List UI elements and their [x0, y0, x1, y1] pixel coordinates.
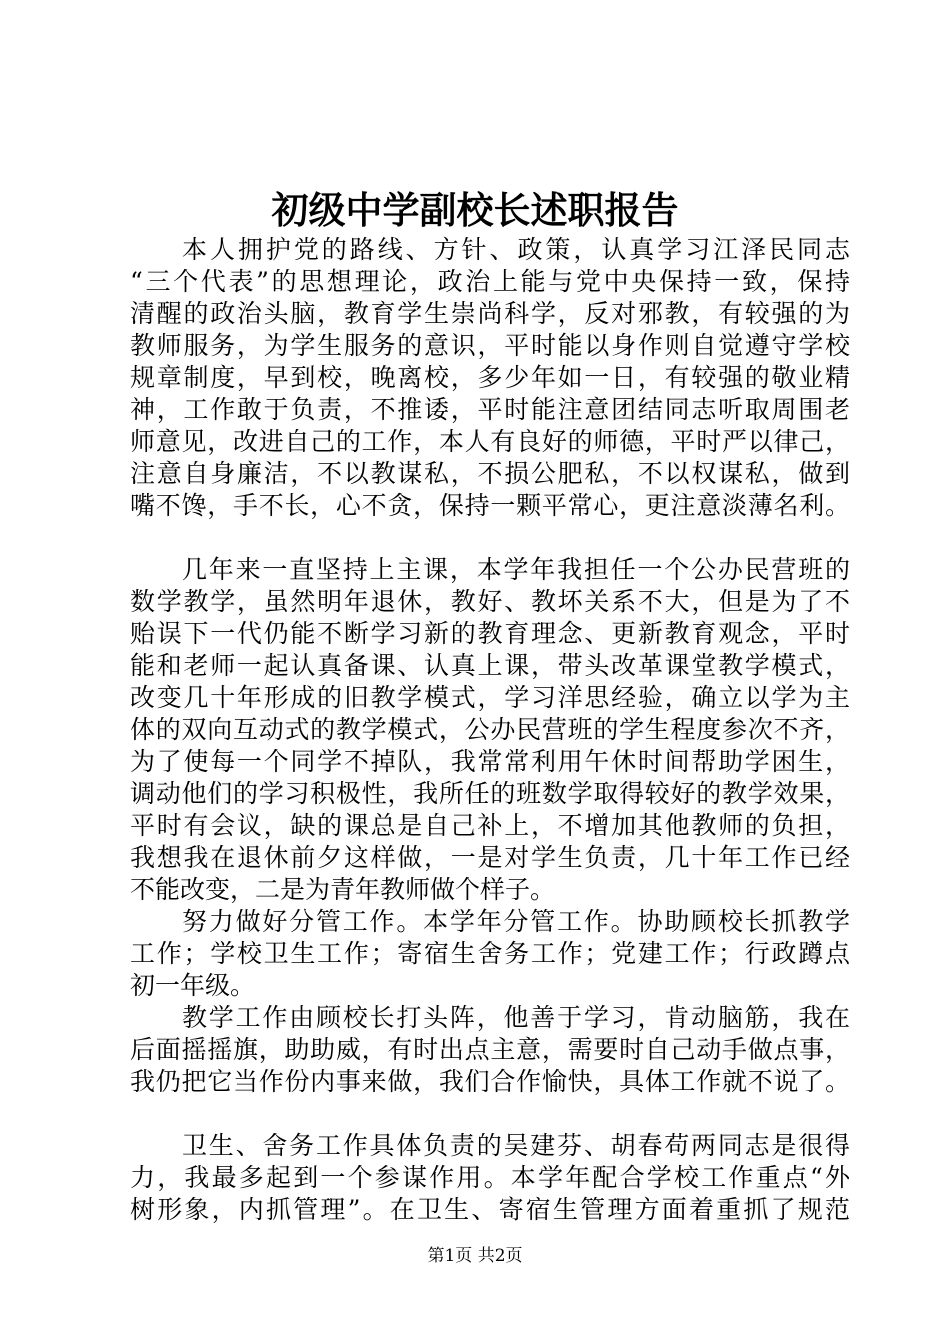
- paragraph-2-line-1: 几年来一直坚持上主课，本学年我担任一个公办民营班的: [182, 555, 850, 584]
- paragraph-4-line-3: 我仍把它当作份内事来做，我们合作愉快，具体工作就不说了。: [130, 1067, 850, 1096]
- paragraph-3-line-1: 努力做好分管工作。本学年分管工作。协助顾校长抓教学: [182, 907, 850, 936]
- paragraph-2-line-10: 我想我在退休前夕这样做，一是对学生负责，几十年工作已经: [130, 843, 850, 872]
- paragraph-2-line-6: 体的双向互动式的教学模式，公办民营班的学生程度参次不齐，: [130, 715, 850, 744]
- paragraph-2-line-8: 调动他们的学习积极性，我所任的班数学取得较好的教学效果，: [130, 779, 850, 808]
- paragraph-1-line-7: 师意见，改进自己的工作，本人有良好的师德，平时严以律己，: [130, 427, 850, 456]
- paragraph-1-line-9: 嘴不馋，手不长，心不贪，保持一颗平常心，更注意淡薄名利。: [130, 491, 850, 520]
- blank-line: [130, 522, 850, 554]
- paragraph-1-line-6: 神，工作敢于负责，不推诿，平时能注意团结同志听取周围老: [130, 395, 850, 424]
- blank-line: [130, 1098, 850, 1130]
- document-body: [130, 234, 850, 1226]
- paragraph-3-line-3: 初一年级。: [130, 971, 256, 1000]
- paragraph-1-line-4: 教师服务，为学生服务的意识，平时能以身作则自觉遵守学校: [130, 331, 850, 360]
- paragraph-1-line-5: 规章制度，早到校，晚离校，多少年如一日，有较强的敬业精: [130, 363, 850, 392]
- paragraph-5-line-3: 树形象，内抓管理”。在卫生、寄宿生管理方面着重抓了规范: [130, 1195, 850, 1224]
- document-title: 初级中学副校长述职报告: [271, 188, 679, 232]
- paragraph-2-line-4: 能和老师一起认真备课、认真上课，带头改革课堂教学模式，: [130, 651, 850, 680]
- paragraph-5-line-2: 力，我最多起到一个参谋作用。本学年配合学校工作重点“外: [130, 1163, 850, 1192]
- paragraph-2-line-11: 不能改变，二是为青年教师做个样子。: [130, 875, 556, 904]
- paragraph-2-line-5: 改变几十年形成的旧教学模式，学习洋思经验，确立以学为主: [130, 683, 850, 712]
- paragraph-5-line-1: 卫生、舍务工作具体负责的吴建芬、胡春苟两同志是很得: [182, 1131, 850, 1160]
- paragraph-4-line-2: 后面摇摇旗，助助威，有时出点主意，需要时自己动手做点事，: [130, 1035, 850, 1064]
- paragraph-1-line-1: 本人拥护党的路线、方针、政策，认真学习江泽民同志: [182, 235, 850, 264]
- page-number-footer: 第1页 共2页: [427, 1246, 523, 1266]
- paragraph-4-line-1: 教学工作由顾校长打头阵，他善于学习，肯动脑筋，我在: [182, 1003, 850, 1032]
- paragraph-1-line-8: 注意自身廉洁，不以教谋私，不损公肥私，不以权谋私，做到: [130, 459, 850, 488]
- paragraph-2-line-2: 数学教学，虽然明年退休，教好、教坏关系不大，但是为了不: [130, 587, 850, 616]
- paragraph-1-line-2: “三个代表”的思想理论，政治上能与党中央保持一致，保持: [130, 267, 850, 296]
- paragraph-2-line-7: 为了使每一个同学不掉队，我常常利用午休时间帮助学困生，: [130, 747, 850, 776]
- paragraph-3-line-2: 工作；学校卫生工作；寄宿生舍务工作；党建工作；行政蹲点: [130, 939, 850, 968]
- paragraph-1-line-3: 清醒的政治头脑，教育学生崇尚科学，反对邪教，有较强的为: [130, 299, 850, 328]
- paragraph-2-line-3: 贻误下一代仍能不断学习新的教育理念、更新教育观念，平时: [130, 619, 850, 648]
- paragraph-2-line-9: 平时有会议，缺的课总是自己补上，不增加其他教师的负担，: [130, 811, 850, 840]
